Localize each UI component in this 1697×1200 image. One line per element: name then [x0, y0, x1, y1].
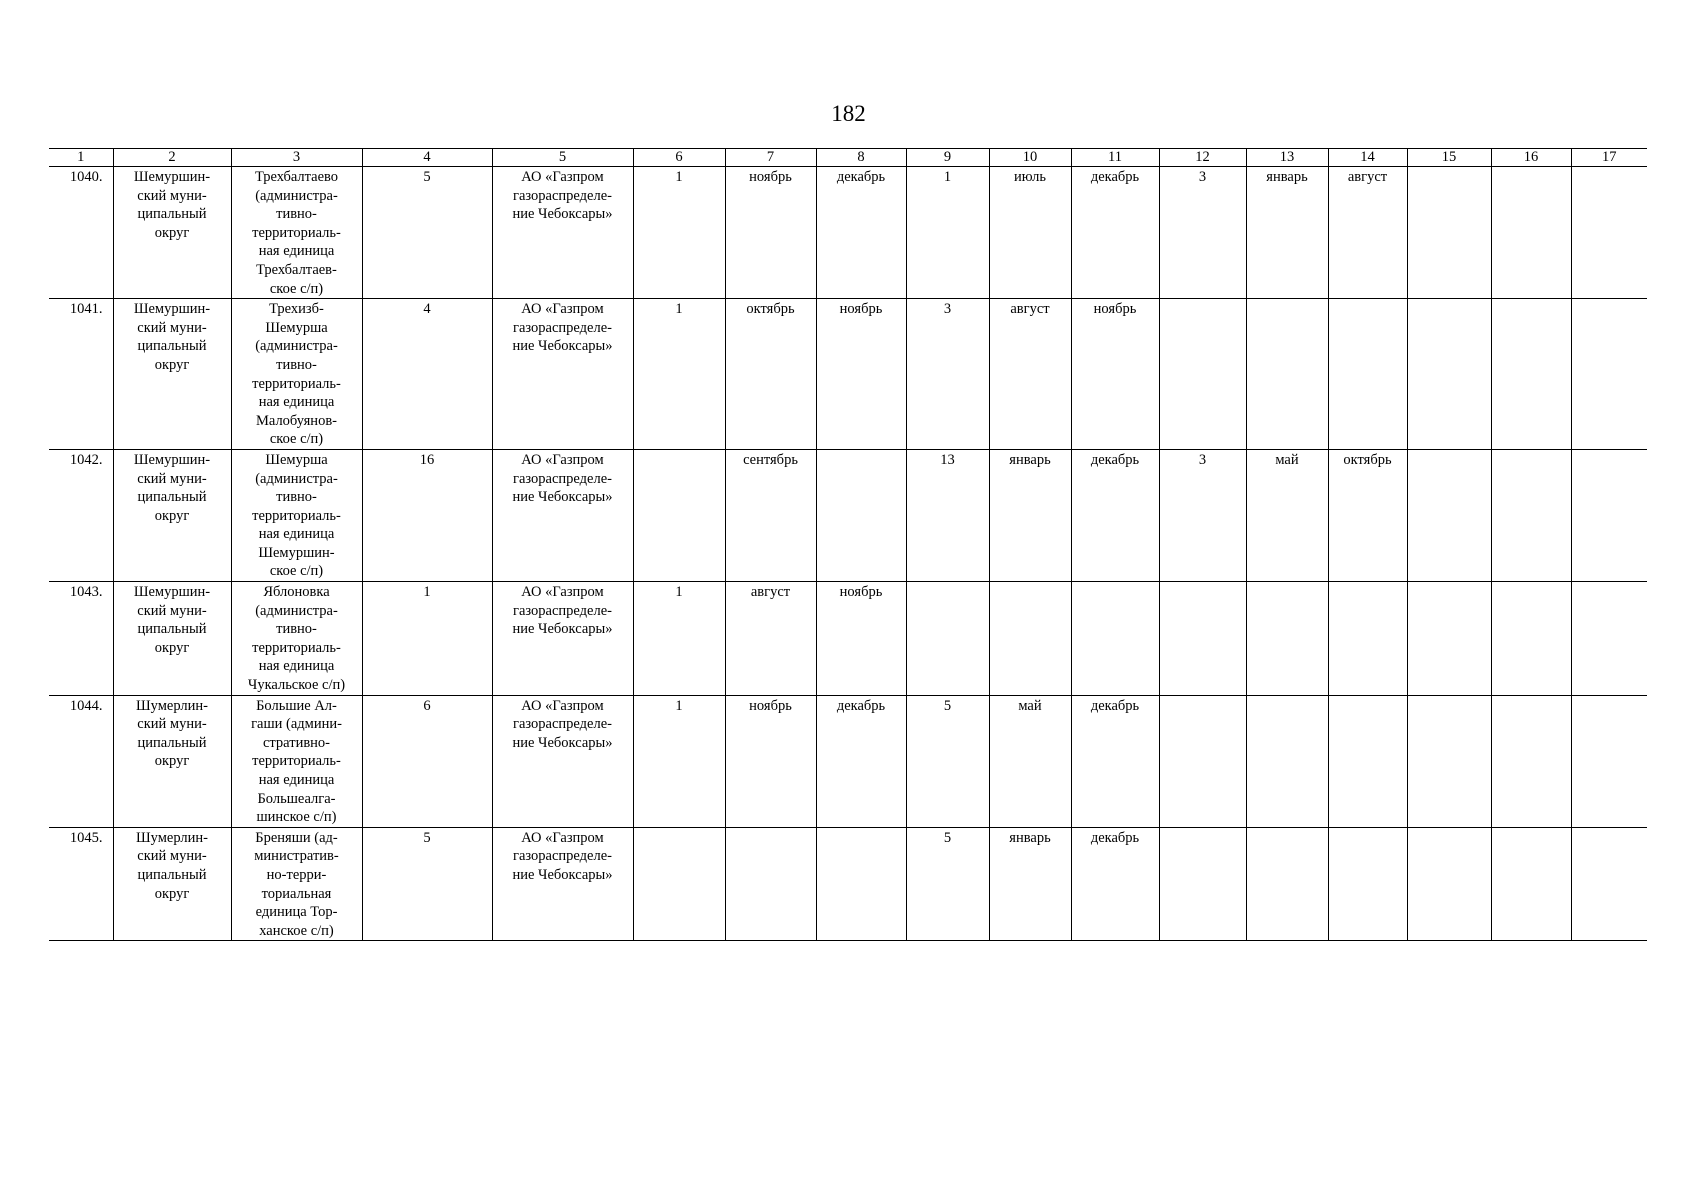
table-cell — [633, 827, 725, 941]
settlement-cell: Яблоновка (администра- тивно- территориаль- ная единица Чукальское с/п) — [231, 582, 362, 696]
column-header: 15 — [1407, 149, 1491, 167]
table-cell — [1407, 695, 1491, 827]
table-cell — [1246, 827, 1328, 941]
table-cell — [1407, 827, 1491, 941]
table-cell: ноябрь — [1071, 299, 1159, 450]
table-cell — [1328, 827, 1407, 941]
column-header: 17 — [1571, 149, 1647, 167]
district-cell: Шемуршин- ский муни- ципальный округ — [113, 299, 231, 450]
table-cell — [1571, 299, 1647, 450]
column-header: 11 — [1071, 149, 1159, 167]
table-cell: август — [1328, 167, 1407, 299]
table-cell: июль — [989, 167, 1071, 299]
table-cell: 1 — [906, 167, 989, 299]
table-cell: 3 — [1159, 167, 1246, 299]
organization-cell: АО «Газпром газораспределе- ние Чебоксары» — [492, 582, 633, 696]
settlement-cell: Трехизб- Шемурша (администра- тивно- территориаль- ная единица Малобуянов- ское с/п) — [231, 299, 362, 450]
count-cell: 5 — [362, 167, 492, 299]
table-cell: 3 — [1159, 449, 1246, 581]
table-cell: ноябрь — [816, 582, 906, 696]
table-cell: 3 — [906, 299, 989, 450]
column-header: 4 — [362, 149, 492, 167]
table-cell — [1407, 582, 1491, 696]
column-number-header-row — [49, 149, 1647, 167]
table-cell — [1571, 449, 1647, 581]
settlement-cell: Шемурша (администра- тивно- территориаль- ная единица Шемуршин- ское с/п) — [231, 449, 362, 581]
table-cell: ноябрь — [816, 299, 906, 450]
column-header: 13 — [1246, 149, 1328, 167]
district-cell: Шемуршин- ский муни- ципальный округ — [113, 167, 231, 299]
organization-cell: АО «Газпром газораспределе- ние Чебоксары» — [492, 167, 633, 299]
table-cell — [1491, 449, 1571, 581]
column-header: 8 — [816, 149, 906, 167]
column-header: 2 — [113, 149, 231, 167]
table-cell: октябрь — [725, 299, 816, 450]
column-header: 12 — [1159, 149, 1246, 167]
table-cell: сентябрь — [725, 449, 816, 581]
table-cell — [1491, 827, 1571, 941]
table-cell — [1407, 167, 1491, 299]
row-number: 1043. — [49, 582, 113, 696]
table-cell: август — [725, 582, 816, 696]
district-cell: Шумерлин- ский муни- ципальный округ — [113, 827, 231, 941]
table-cell — [1407, 449, 1491, 581]
table-row — [49, 167, 1647, 299]
table-cell: 5 — [906, 695, 989, 827]
settlement-cell: Бреняши (ад- министратив- но-терри- ториальная единица Тор- ханское с/п) — [231, 827, 362, 941]
table-cell — [1328, 582, 1407, 696]
table-row — [49, 582, 1647, 696]
row-number: 1045. — [49, 827, 113, 941]
table-cell: 1 — [633, 167, 725, 299]
table-cell — [1159, 827, 1246, 941]
column-header: 9 — [906, 149, 989, 167]
table-cell: 1 — [633, 582, 725, 696]
row-number: 1042. — [49, 449, 113, 581]
table-cell — [1571, 582, 1647, 696]
organization-cell: АО «Газпром газораспределе- ние Чебоксары» — [492, 449, 633, 581]
table-row — [49, 695, 1647, 827]
table-cell — [725, 827, 816, 941]
table-cell — [816, 449, 906, 581]
table-cell: ноябрь — [725, 167, 816, 299]
table-cell — [1159, 695, 1246, 827]
table-cell — [989, 582, 1071, 696]
table-cell: ноябрь — [725, 695, 816, 827]
table-cell — [1159, 299, 1246, 450]
table-cell: 1 — [633, 695, 725, 827]
table-cell: 1 — [633, 299, 725, 450]
table-cell: 13 — [906, 449, 989, 581]
table-cell — [1246, 695, 1328, 827]
table-cell — [1246, 299, 1328, 450]
gasification-schedule-table — [49, 148, 1647, 941]
column-header: 5 — [492, 149, 633, 167]
row-number: 1040. — [49, 167, 113, 299]
table-cell — [1328, 299, 1407, 450]
table-cell — [1159, 582, 1246, 696]
table-cell — [1571, 695, 1647, 827]
table-cell — [1071, 582, 1159, 696]
table-cell: декабрь — [1071, 827, 1159, 941]
table-cell — [1491, 299, 1571, 450]
table-cell — [1246, 582, 1328, 696]
table-cell — [1328, 695, 1407, 827]
count-cell: 1 — [362, 582, 492, 696]
table-cell — [633, 449, 725, 581]
table-cell: 5 — [906, 827, 989, 941]
table-cell — [1491, 167, 1571, 299]
row-number: 1044. — [49, 695, 113, 827]
column-header: 14 — [1328, 149, 1407, 167]
table-cell: декабрь — [816, 695, 906, 827]
table-cell: январь — [989, 827, 1071, 941]
row-number: 1041. — [49, 299, 113, 450]
table-row — [49, 827, 1647, 941]
column-header: 16 — [1491, 149, 1571, 167]
table-cell: октябрь — [1328, 449, 1407, 581]
organization-cell: АО «Газпром газораспределе- ние Чебоксары» — [492, 695, 633, 827]
table-cell: январь — [1246, 167, 1328, 299]
page-number: 182 — [831, 101, 866, 126]
column-header: 3 — [231, 149, 362, 167]
district-cell: Шемуршин- ский муни- ципальный округ — [113, 582, 231, 696]
column-header: 10 — [989, 149, 1071, 167]
organization-cell: АО «Газпром газораспределе- ние Чебоксары» — [492, 299, 633, 450]
table-row — [49, 299, 1647, 450]
table-cell: декабрь — [1071, 695, 1159, 827]
table-cell — [816, 827, 906, 941]
table-cell — [1491, 582, 1571, 696]
count-cell: 16 — [362, 449, 492, 581]
count-cell: 5 — [362, 827, 492, 941]
table-cell — [1571, 167, 1647, 299]
table-cell — [906, 582, 989, 696]
count-cell: 6 — [362, 695, 492, 827]
table-cell: декабрь — [816, 167, 906, 299]
table-cell — [1491, 695, 1571, 827]
column-header: 7 — [725, 149, 816, 167]
table-cell: май — [989, 695, 1071, 827]
table-cell: декабрь — [1071, 449, 1159, 581]
district-cell: Шумерлин- ский муни- ципальный округ — [113, 695, 231, 827]
table-cell — [1571, 827, 1647, 941]
settlement-cell: Большие Ал- гаши (админи- стративно- территориаль- ная единица Большеалга- шинское с/п) — [231, 695, 362, 827]
table-cell: декабрь — [1071, 167, 1159, 299]
table-cell: май — [1246, 449, 1328, 581]
table-cell: январь — [989, 449, 1071, 581]
column-header: 1 — [49, 149, 113, 167]
column-header: 6 — [633, 149, 725, 167]
district-cell: Шемуршин- ский муни- ципальный округ — [113, 449, 231, 581]
settlement-cell: Трехбалтаево (администра- тивно- территориаль- ная единица Трехбалтаев- ское с/п) — [231, 167, 362, 299]
count-cell: 4 — [362, 299, 492, 450]
table-cell: август — [989, 299, 1071, 450]
table-cell — [1407, 299, 1491, 450]
organization-cell: АО «Газпром газораспределе- ние Чебоксары» — [492, 827, 633, 941]
table-row — [49, 449, 1647, 581]
